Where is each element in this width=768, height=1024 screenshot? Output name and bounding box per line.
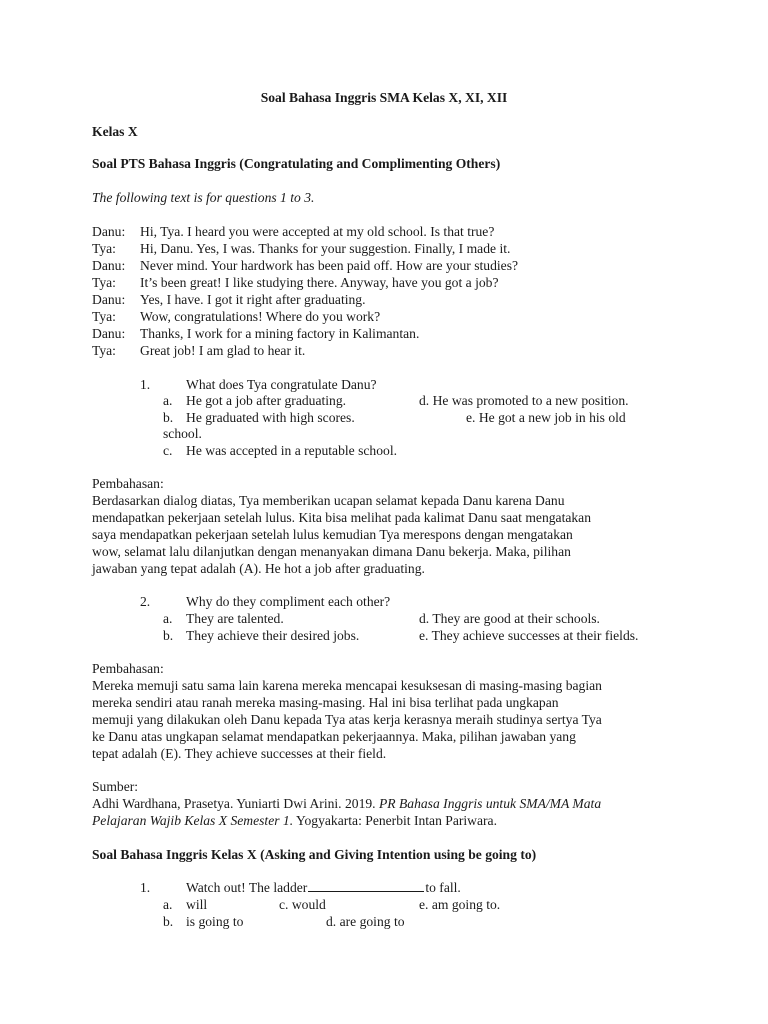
option-b: He graduated with high scores. xyxy=(186,410,355,425)
section-heading-intention: Soal Bahasa Inggris Kelas X (Asking and Giving Intention using be going to) xyxy=(92,847,537,862)
source-publisher: Yogyakarta: Penerbit Intan Pariwara. xyxy=(296,813,497,828)
class-heading: Kelas X xyxy=(92,124,138,139)
discussion-1-paragraph xyxy=(92,492,676,577)
option-letter: c. xyxy=(163,443,173,458)
option-d: d. They are good at their schools. xyxy=(419,611,600,626)
dialogue-line: Wow, congratulations! Where do you work? xyxy=(140,309,381,324)
dialogue-speaker: Danu: xyxy=(92,258,126,273)
option-b: is going to xyxy=(186,914,244,929)
discussion-line: ke Danu atas ungkapan selamat mendapatkan pekerjaannya. Maka, pilihan jawaban yang xyxy=(92,729,576,744)
option-a: They are talented. xyxy=(186,611,284,626)
option-letter: b. xyxy=(163,410,174,425)
question-text-end: to fall. xyxy=(425,880,461,895)
dialogue-speaker: Tya: xyxy=(92,275,116,290)
option-c: c. would xyxy=(279,897,326,912)
option-letter: a. xyxy=(163,611,173,626)
question-text: What does Tya congratulate Danu? xyxy=(186,377,377,392)
source-authors: Adhi Wardhana, Prasetya. Yuniarti Dwi Arini. 2019. xyxy=(92,796,376,811)
option-a: He got a job after graduating. xyxy=(186,393,347,408)
dialogue-line: Hi, Tya. I heard you were accepted at my old school. Is that true? xyxy=(140,224,495,239)
discussion-line: saya mendapatkan pekerjaan setelah lulus kemudian Tya merespons dengan mengatakan xyxy=(92,527,573,542)
option-d: d. He was promoted to a new position. xyxy=(419,393,629,408)
question-number: 1. xyxy=(140,880,151,895)
section-heading-congratulating: Soal PTS Bahasa Inggris (Congratulating and Complimenting Others) xyxy=(92,156,501,171)
discussion-line: mereka sendiri atau ranah mereka masing-masing. Hal ini bisa terlihat pada ungkapan xyxy=(92,695,559,710)
document-title: Soal Bahasa Inggris SMA Kelas X, XI, XII xyxy=(260,90,508,105)
dialogue-speaker: Danu: xyxy=(92,326,126,341)
discussion-2-paragraph xyxy=(92,677,676,762)
source-book-title-cont: Pelajaran Wajib Kelas X Semester 1. xyxy=(92,813,294,828)
question-number: 2. xyxy=(140,594,151,609)
source-citation-line-2 xyxy=(92,812,497,829)
question-text-start: Watch out! The ladder xyxy=(186,880,308,895)
dialogue-line: Never mind. Your hardwork has been paid off. How are your studies? xyxy=(140,258,519,273)
dialogue-line: Yes, I have. I got it right after graduating. xyxy=(140,292,366,307)
dialogue-speaker: Tya: xyxy=(92,309,116,324)
dialogue-line: Thanks, I work for a mining factory in Kalimantan. xyxy=(140,326,420,341)
discussion-line: Mereka memuji satu sama lain karena mereka mencapai kesuksesan di masing-masing bagian xyxy=(92,678,602,693)
question-number: 1. xyxy=(140,377,151,392)
dialogue-line: Great job! I am glad to hear it. xyxy=(140,343,306,358)
dialogue-speaker: Tya: xyxy=(92,241,116,256)
discussion-label: Pembahasan: xyxy=(92,661,164,676)
source-label: Sumber: xyxy=(92,779,139,794)
option-c: He was accepted in a reputable school. xyxy=(186,443,397,458)
discussion-line: mendapatkan pekerjaan setelah lulus. Kita bisa melihat pada kalimat Danu saat mengatakan xyxy=(92,510,592,525)
option-letter: a. xyxy=(163,393,173,408)
discussion-line: wow, selamat lalu dilanjutkan dengan menanyakan dimana Danu bekerja. Maka, pilihan xyxy=(92,544,571,559)
option-letter: a. xyxy=(163,897,173,912)
dialogue-line: It’s been great! I like studying there. Anyway, have you got a job? xyxy=(140,275,499,290)
discussion-label: Pembahasan: xyxy=(92,476,164,491)
discussion-line: Berdasarkan dialog diatas, Tya memberikan ucapan selamat kepada Danu karena Danu xyxy=(92,493,565,508)
dialogue-speaker: Tya: xyxy=(92,343,116,358)
question-text: Why do they compliment each other? xyxy=(186,594,391,609)
dialogue-speaker: Danu: xyxy=(92,292,126,307)
option-e-continued: school. xyxy=(163,426,202,441)
discussion-line: tepat adalah (E). They achieve successes at their field. xyxy=(92,746,387,761)
discussion-line: memuji yang dilakukan oleh Danu kepada Tya atas kerja kerasnya meraih studinya sertya Tya xyxy=(92,712,602,727)
discussion-line: jawaban yang tepat adalah (A). He hot a job after graduating. xyxy=(92,561,425,576)
source-citation-line-1 xyxy=(92,795,601,812)
option-a: will xyxy=(186,897,208,912)
option-b: They achieve their desired jobs. xyxy=(186,628,360,643)
dialogue-speaker: Danu: xyxy=(92,224,126,239)
option-letter: b. xyxy=(163,628,174,643)
option-e: e. am going to. xyxy=(419,897,501,912)
option-d: d. are going to xyxy=(326,914,405,929)
dialogue-intro: The following text is for questions 1 to 3. xyxy=(92,190,315,205)
source-book-title: PR Bahasa Inggris untuk SMA/MA Mata xyxy=(378,796,602,811)
option-letter: b. xyxy=(163,914,174,929)
option-e: e. They achieve successes at their fields. xyxy=(419,628,639,643)
question-text xyxy=(186,879,461,896)
dialogue-line: Hi, Danu. Yes, I was. Thanks for your suggestion. Finally, I made it. xyxy=(140,241,511,256)
option-e: e. He got a new job in his old xyxy=(466,410,626,425)
answer-blank xyxy=(308,879,424,892)
